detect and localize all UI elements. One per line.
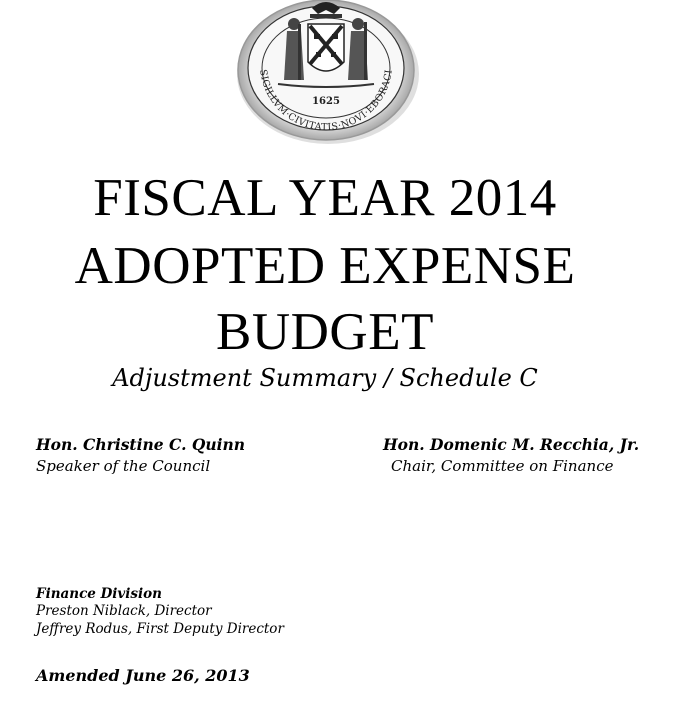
finance-staff-deputy: Jeffrey Rodus, First Deputy Director bbox=[36, 621, 284, 637]
finance-staff-director: Preston Niblack, Director bbox=[36, 603, 212, 619]
seal-motto: SIGILLVM·CIVITATIS·NOVI·EBORACI bbox=[257, 68, 395, 134]
speaker-name: Hon. Christine C. Quinn bbox=[36, 435, 246, 454]
chair-role: Chair, Committee on Finance bbox=[391, 457, 614, 475]
city-seal-icon bbox=[232, 0, 420, 146]
title-line-1: FISCAL YEAR 2014 bbox=[93, 169, 557, 227]
finance-division-heading: Finance Division bbox=[36, 586, 162, 602]
amended-date: Amended June 26, 2013 bbox=[36, 666, 250, 685]
title-line-2: ADOPTED EXPENSE bbox=[74, 237, 576, 295]
subtitle: Adjustment Summary / Schedule C bbox=[112, 364, 538, 392]
chair-name: Hon. Domenic M. Recchia, Jr. bbox=[383, 435, 640, 454]
title-line-3: BUDGET bbox=[216, 303, 434, 361]
seal-year: 1625 bbox=[312, 96, 340, 107]
speaker-role: Speaker of the Council bbox=[36, 457, 211, 475]
